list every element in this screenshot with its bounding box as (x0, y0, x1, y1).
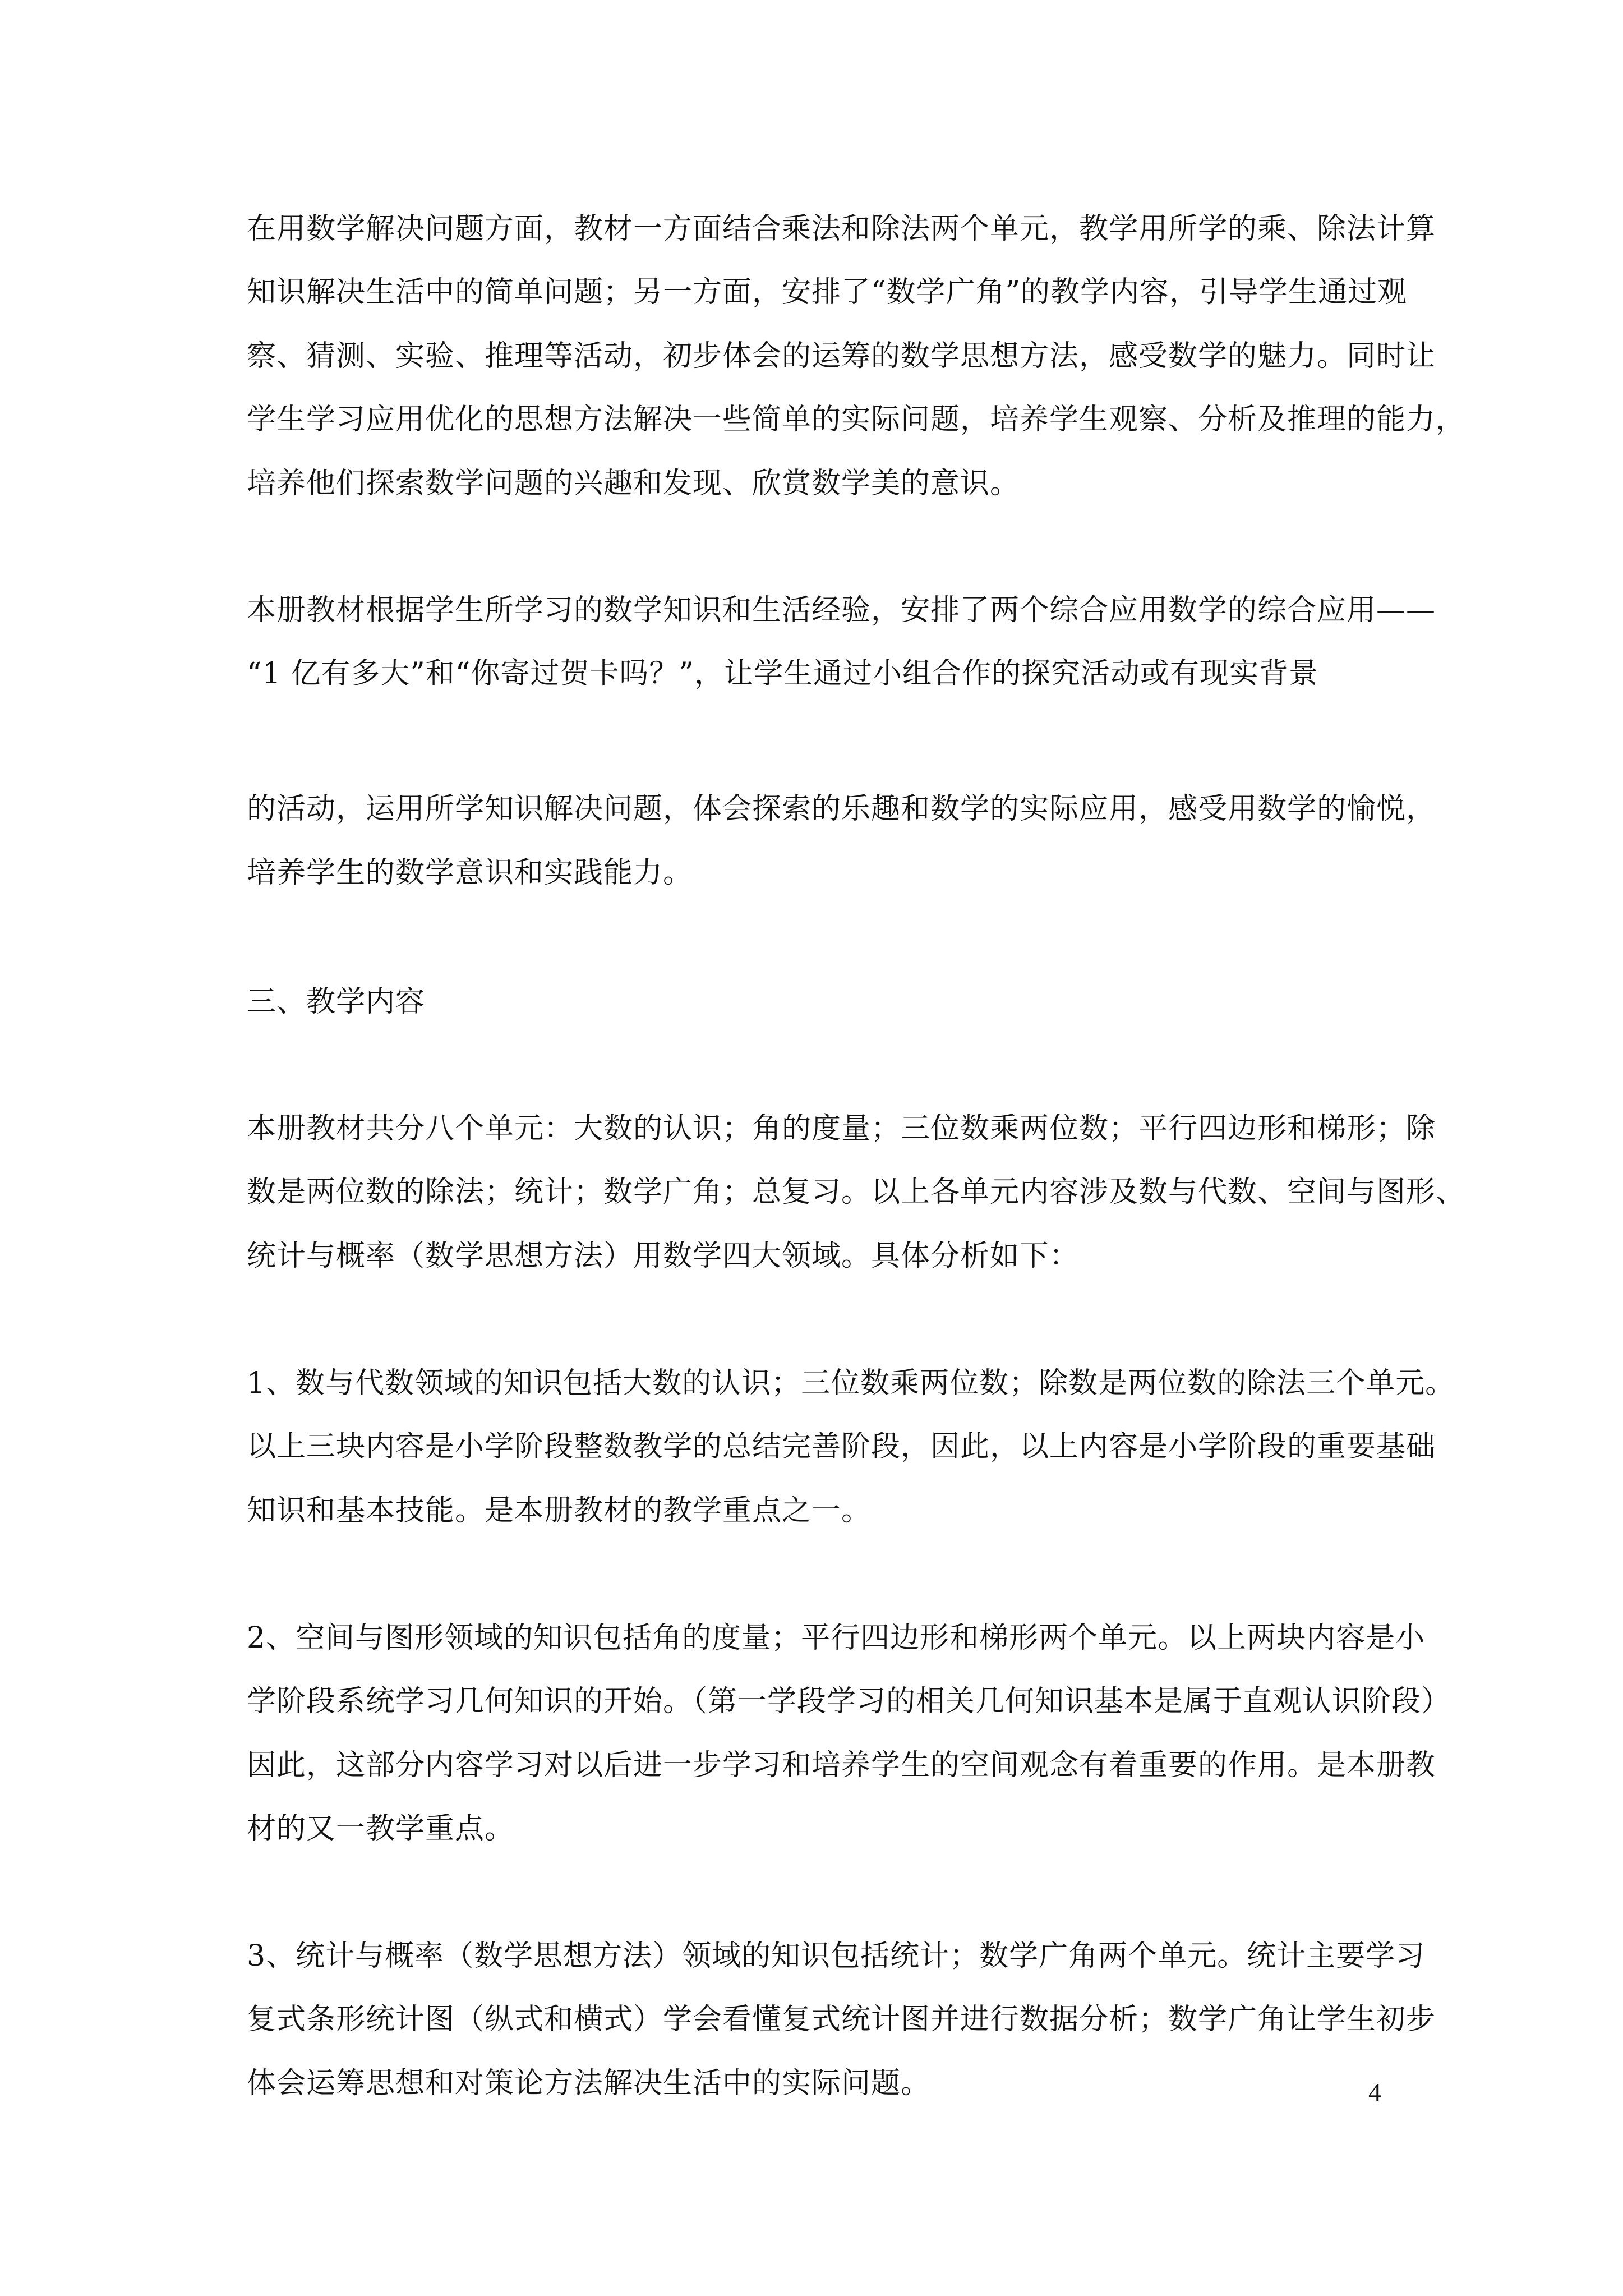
paragraph-1-line-2: 知识解决生活中的简单问题；另一方面，安排了“数学广角”的教学内容，引导学生通过观 (247, 275, 1408, 309)
paragraph-1-line-1: 在用数学解决问题方面，教材一方面结合乘法和除法两个单元，教学用所学的乘、除法计算 (247, 212, 1436, 246)
section-heading: 三、教学内容 (247, 985, 426, 1019)
paragraph-4-line-1: 本册教材共分八个单元：大数的认识；角的度量；三位数乘两位数；平行四边形和梯形；除 (247, 1112, 1436, 1145)
paragraph-2-line-2: “1 亿有多大”和“你寄过贺卡吗？”，让学生通过小组合作的探究活动或有现实背景 (247, 657, 1318, 691)
paragraph-6-line-1: 2、空间与图形领域的知识包括角的度量；平行四边形和梯形两个单元。以上两块内容是小 (247, 1621, 1426, 1655)
paragraph-3-line-2: 培养学生的数学意识和实践能力。 (247, 856, 693, 890)
paragraph-7-line-3: 体会运筹思想和对策论方法解决生活中的实际问题。 (247, 2067, 931, 2100)
paragraph-7-line-2: 复式条形统计图（纵式和横式）学会看懂复式统计图并进行数据分析；数学广角让学生初步 (247, 2003, 1436, 2036)
paragraph-5-line-1: 1、数与代数领域的知识包括大数的认识；三位数乘两位数；除数是两位数的除法三个单元。 (247, 1366, 1455, 1400)
paragraph-2-line-1: 本册教材根据学生所学习的数学知识和生活经验，安排了两个综合应用数学的综合应用—— (247, 593, 1436, 627)
paragraph-5-line-3: 知识和基本技能。是本册教材的教学重点之一。 (247, 1494, 872, 1527)
paragraph-7-line-1: 3、统计与概率（数学思想方法）领域的知识包括统计；数学广角两个单元。统计主要学习 (247, 1939, 1426, 1973)
paragraph-6-line-3: 因此，这部分内容学习对以后进一步学习和培养学生的空间观念有着重要的作用。是本册教 (247, 1749, 1436, 1782)
paragraph-1-line-3: 察、猜测、实验、推理等活动，初步体会的运筹的数学思想方法，感受数学的魅力。同时让 (247, 339, 1436, 373)
paragraph-6-line-2: 学阶段系统学习几何知识的开始。（第一学段学习的相关几何知识基本是属于直观认识阶段） (247, 1685, 1451, 1718)
paragraph-1-line-5: 培养他们探索数学问题的兴趣和发现、欣赏数学美的意识。 (247, 467, 1020, 500)
paragraph-6-line-4: 材的又一教学重点。 (247, 1812, 515, 1846)
paragraph-4-line-3: 统计与概率（数学思想方法）用数学四大领域。具体分析如下： (247, 1239, 1080, 1273)
paragraph-1-line-4: 学生学习应用优化的思想方法解决一些简单的实际问题，培养学生观察、分析及推理的能力， (247, 403, 1466, 436)
paragraph-4-line-2: 数是两位数的除法；统计；数学广角；总复习。以上各单元内容涉及数与代数、空间与图形、 (247, 1175, 1466, 1209)
paragraph-5-line-2: 以上三块内容是小学阶段整数教学的总结完善阶段，因此，以上内容是小学阶段的重要基础 (247, 1430, 1436, 1464)
paragraph-3-line-1: 的活动，运用所学知识解决问题，体会探索的乐趣和数学的实际应用，感受用数学的愉悦， (247, 792, 1436, 826)
page-number: 4 (1368, 2078, 1381, 2106)
